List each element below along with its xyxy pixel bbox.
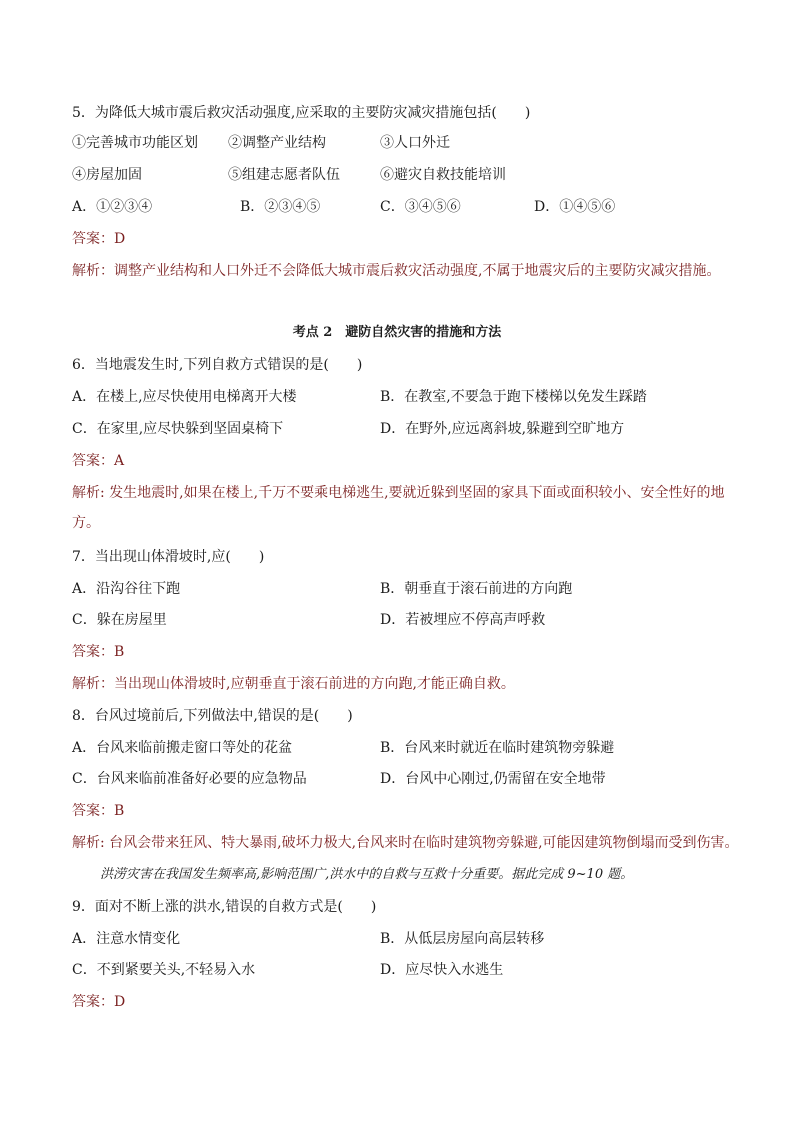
q8-option-a: A．台风来临前搬走窗口等处的花盆 xyxy=(72,740,293,756)
q5-item-6: ⑥避灾自救技能培训 xyxy=(380,167,506,183)
q9-stem: 9．面对不断上涨的洪水,错误的自救方式是( ) xyxy=(72,899,377,915)
q5-option-a: A．①②③④ xyxy=(72,199,153,215)
q5-option-d: D．①④⑤⑥ xyxy=(534,199,616,215)
q8-answer: 答案：B xyxy=(72,803,125,819)
q9-option-b: B．从低层房屋向高层转移 xyxy=(380,931,545,947)
q5-stem: 5．为降低大城市震后救灾活动强度,应采取的主要防灾减灾措施包括( ) xyxy=(72,105,531,121)
q6-explanation-line2: 方。 xyxy=(72,515,100,531)
q6-answer: 答案：A xyxy=(72,453,125,469)
q9-answer: 答案：D xyxy=(72,994,126,1010)
q5-item-2: ②调整产业结构 xyxy=(228,135,326,151)
q7-explanation: 解析：当出现山体滑坡时,应朝垂直于滚石前进的方向跑,才能正确自救。 xyxy=(72,676,515,692)
section-heading: 考点 2 避防自然灾害的措施和方法 xyxy=(292,325,502,340)
q5-item-4: ④房屋加固 xyxy=(72,167,142,183)
q8-stem: 8．台风过境前后,下列做法中,错误的是( ) xyxy=(72,708,353,724)
q6-option-c: C．在家里,应尽快躲到坚固桌椅下 xyxy=(72,421,284,437)
q5-item-5: ⑤组建志愿者队伍 xyxy=(228,167,340,183)
q8-option-d: D．台风中心刚过,仍需留在安全地带 xyxy=(380,771,606,787)
q7-option-b: B．朝垂直于滚石前进的方向跑 xyxy=(380,581,573,597)
q8-explanation: 解析: 台风会带来狂风、特大暴雨,破坏力极大,台风来时在临时建筑物旁躲避,可能因建筑物倒塌而受到伤害。 xyxy=(72,835,739,851)
q9-option-a: A．注意水情变化 xyxy=(72,931,181,947)
q7-stem: 7．当出现山体滑坡时,应( ) xyxy=(72,549,265,565)
q6-explanation-line1: 解析: 发生地震时,如果在楼上,千万不要乘电梯逃生,要就近躲到坚固的家具下面或面积较小、安全性好的地 xyxy=(72,485,725,501)
q6-option-d: D．在野外,应远离斜坡,躲避到空旷地方 xyxy=(380,421,625,437)
q7-answer: 答案：B xyxy=(72,644,125,660)
q7-option-a: A．沿沟谷往下跑 xyxy=(72,581,181,597)
q6-option-b: B．在教室,不要急于跑下楼梯以免发生踩踏 xyxy=(380,389,647,405)
q8-option-c: C．台风来临前准备好必要的应急物品 xyxy=(72,771,307,787)
q5-answer: 答案：D xyxy=(72,231,126,247)
q9-option-d: D．应尽快入水逃生 xyxy=(380,962,504,978)
q5-explanation: 解析：调整产业结构和人口外迁不会降低大城市震后救灾活动强度,不属于地震灾后的主要防灾减灾措施。 xyxy=(72,263,721,279)
q5-item-3: ③人口外迁 xyxy=(380,135,450,151)
q5-option-b: B．②③④⑤ xyxy=(240,199,321,215)
q6-option-a: A．在楼上,应尽快使用电梯离开大楼 xyxy=(72,389,297,405)
q7-option-c: C．躲在房屋里 xyxy=(72,612,167,628)
q5-item-1: ①完善城市功能区划 xyxy=(72,135,198,151)
q8-option-b: B．台风来时就近在临时建筑物旁躲避 xyxy=(380,740,615,756)
q9-option-c: C．不到紧要关头,不轻易入水 xyxy=(72,962,256,978)
intro-9-10: 洪涝灾害在我国发生频率高,影响范围广,洪水中的自救与互救十分重要。据此完成 9~10 题。 xyxy=(100,867,634,882)
q5-option-c: C．③④⑤⑥ xyxy=(380,199,461,215)
q6-stem: 6．当地震发生时,下列自救方式错误的是( ) xyxy=(72,357,363,373)
q7-option-d: D．若被埋应不停高声呼救 xyxy=(380,612,546,628)
